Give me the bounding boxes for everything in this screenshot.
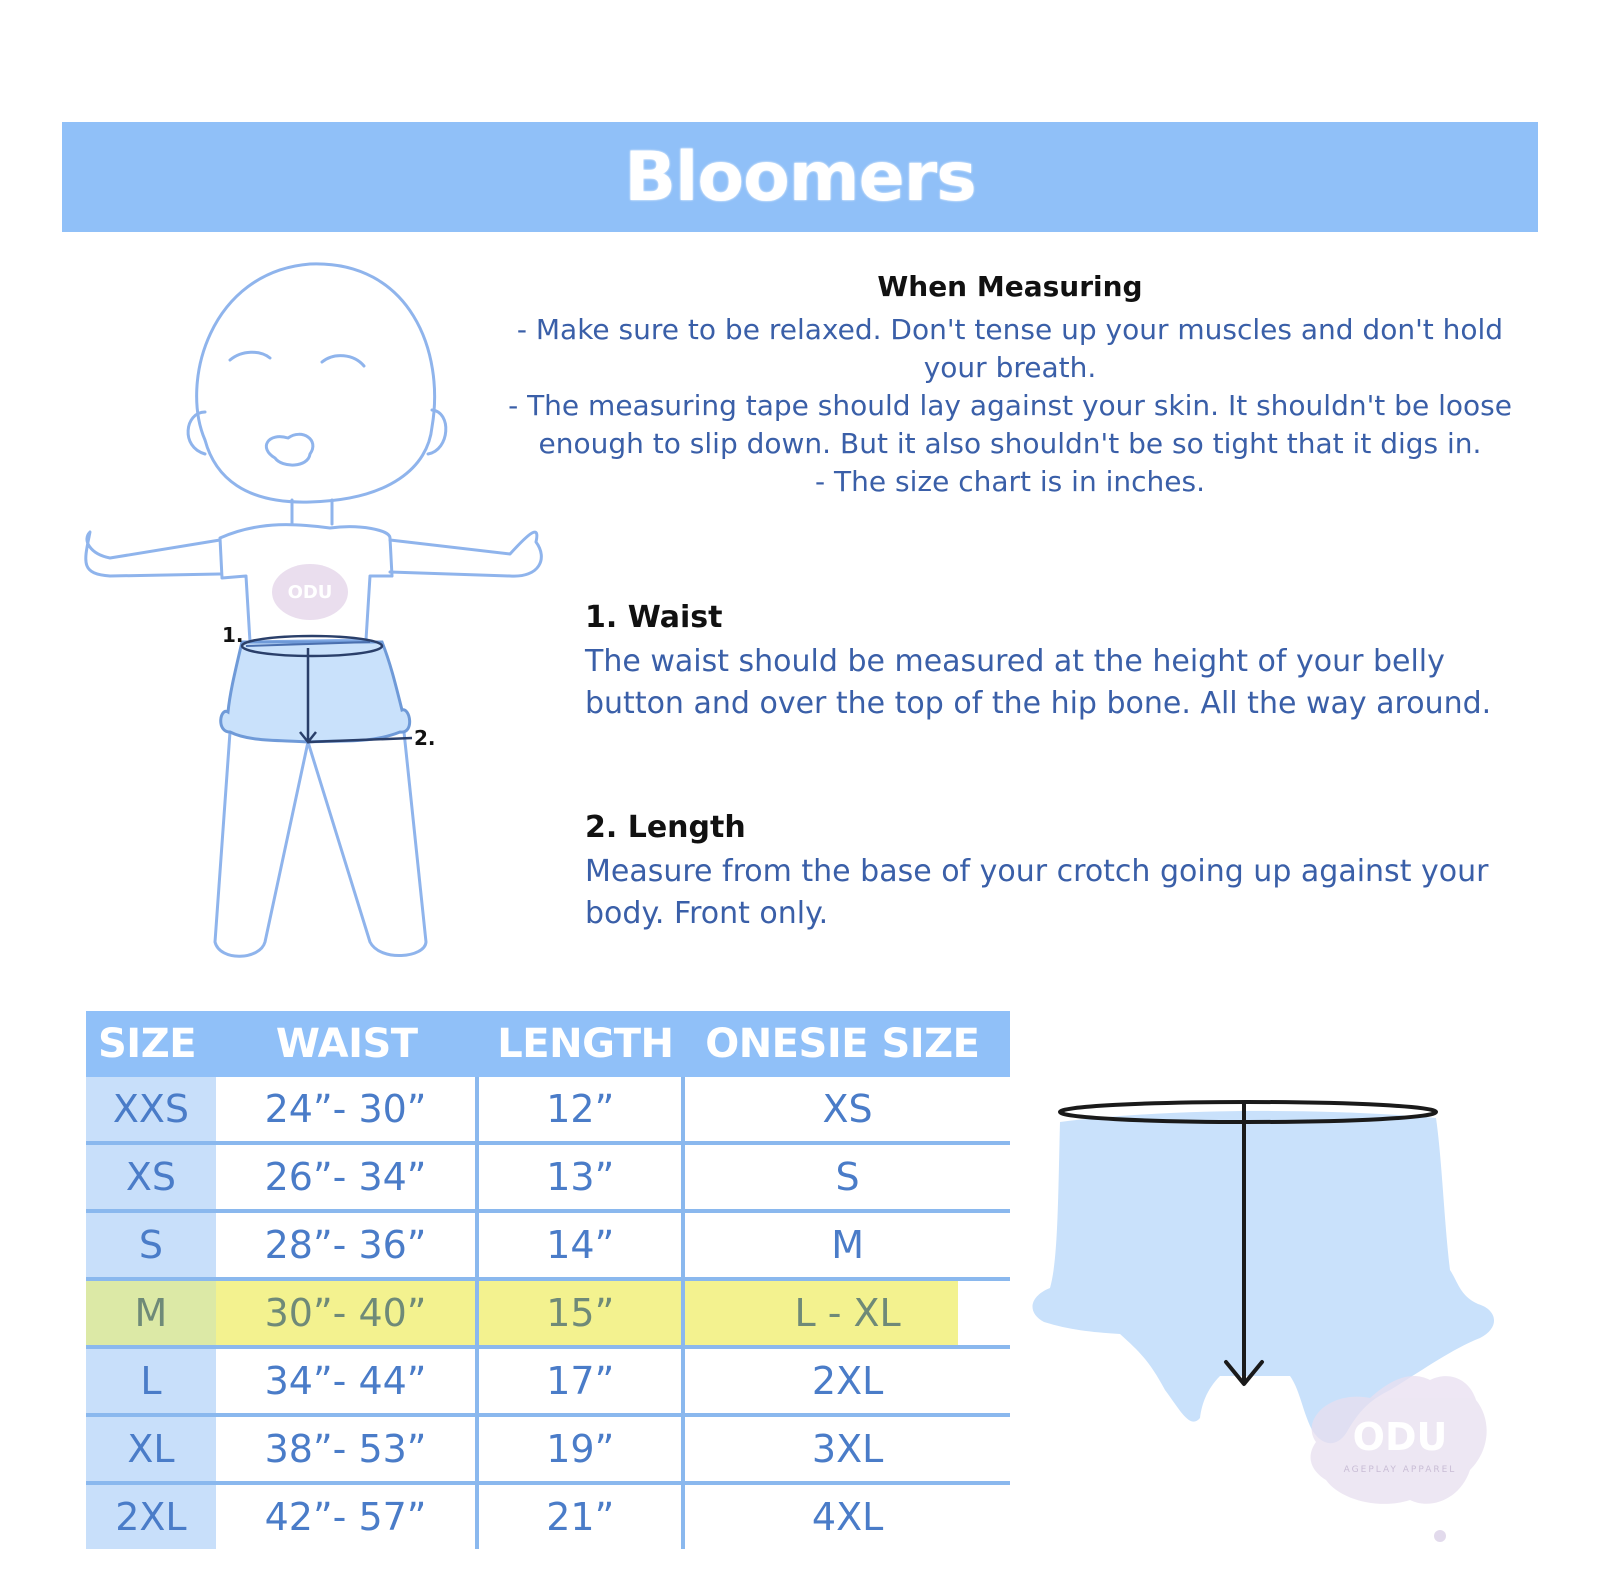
cell-size: 2XL xyxy=(86,1483,216,1549)
cell-length: 13” xyxy=(477,1143,683,1211)
length-text: Measure from the base of your crotch going up against your body. Front only. xyxy=(585,854,1489,931)
length-heading: 2. Length xyxy=(585,810,746,845)
cell-length: 21” xyxy=(477,1483,683,1549)
cell-onesie: 3XL xyxy=(683,1415,1010,1483)
measuring-line: - The size chart is in inches. xyxy=(815,465,1205,498)
table-row xyxy=(86,1483,1010,1549)
label-2: 2. xyxy=(414,726,436,750)
table-row xyxy=(86,1415,1010,1483)
cell-onesie: S xyxy=(683,1143,1010,1211)
cell-size: L xyxy=(86,1347,216,1415)
cell-length: 19” xyxy=(477,1415,683,1483)
cell-waist: 24”- 30” xyxy=(216,1077,477,1143)
cell-size: M xyxy=(86,1279,216,1347)
cell-waist: 26”- 34” xyxy=(216,1143,477,1211)
cell-waist: 28”- 36” xyxy=(216,1211,477,1279)
bloomer-svg xyxy=(1030,1100,1530,1570)
cell-length: 17” xyxy=(477,1347,683,1415)
cell-size: XL xyxy=(86,1415,216,1483)
cell-waist: 38”- 53” xyxy=(216,1415,477,1483)
size-chart-table xyxy=(86,1011,1010,1549)
bloomer-diagram xyxy=(1030,1100,1530,1570)
header-size: SIZE xyxy=(86,1011,216,1077)
measuring-heading: When Measuring xyxy=(877,270,1143,303)
logo-subtext: AGEPLAY APPAREL xyxy=(1343,1465,1457,1475)
table-row xyxy=(86,1077,1010,1143)
table-row-highlighted xyxy=(86,1279,1010,1347)
table-row xyxy=(86,1211,1010,1279)
waist-text: The waist should be measured at the height of your belly button and over the top of the hip bone. All the way around. xyxy=(585,644,1492,721)
cell-waist: 34”- 44” xyxy=(216,1347,477,1415)
cell-onesie: 2XL xyxy=(683,1347,1010,1415)
header-length: LENGTH xyxy=(477,1011,683,1077)
measuring-line: - The measuring tape should lay against your skin. It shouldn't be loose enough to slip down. But it also shouldn't be so tight that it digs in. xyxy=(508,389,1512,460)
cell-onesie: L - XL xyxy=(683,1279,1010,1347)
header-onesie-size: ONESIE SIZE xyxy=(683,1011,1010,1077)
waist-heading: 1. Waist xyxy=(585,600,723,635)
cell-size: XXS xyxy=(86,1077,216,1143)
cell-onesie: XS xyxy=(683,1077,1010,1143)
cell-waist: 42”- 57” xyxy=(216,1483,477,1549)
table-header-row xyxy=(86,1011,1010,1077)
header-waist: WAIST xyxy=(216,1011,477,1077)
cell-onesie: 4XL xyxy=(811,1495,884,1539)
measuring-line: - Make sure to be relaxed. Don't tense up your muscles and don't hold your breath. xyxy=(516,313,1504,384)
cell-length: 12” xyxy=(477,1077,683,1143)
table-row xyxy=(86,1347,1010,1415)
length-section xyxy=(585,810,1505,935)
label-1: 1. xyxy=(222,623,244,647)
table-row xyxy=(86,1143,1010,1211)
odu-logo xyxy=(1311,1376,1487,1542)
shirt-logo-text: ODU xyxy=(287,582,333,603)
logo-text: ODU xyxy=(1352,1415,1448,1459)
cell-length: 15” xyxy=(477,1279,683,1347)
cell-size: S xyxy=(86,1211,216,1279)
cell-size: XS xyxy=(86,1143,216,1211)
cell-onesie: M xyxy=(683,1211,1010,1279)
measuring-instructions xyxy=(470,270,1550,501)
waist-section xyxy=(585,600,1505,725)
cell-length: 14” xyxy=(477,1211,683,1279)
title-banner xyxy=(62,122,1538,232)
page-title: Bloomers xyxy=(624,137,976,217)
cell-waist: 30”- 40” xyxy=(216,1279,477,1347)
